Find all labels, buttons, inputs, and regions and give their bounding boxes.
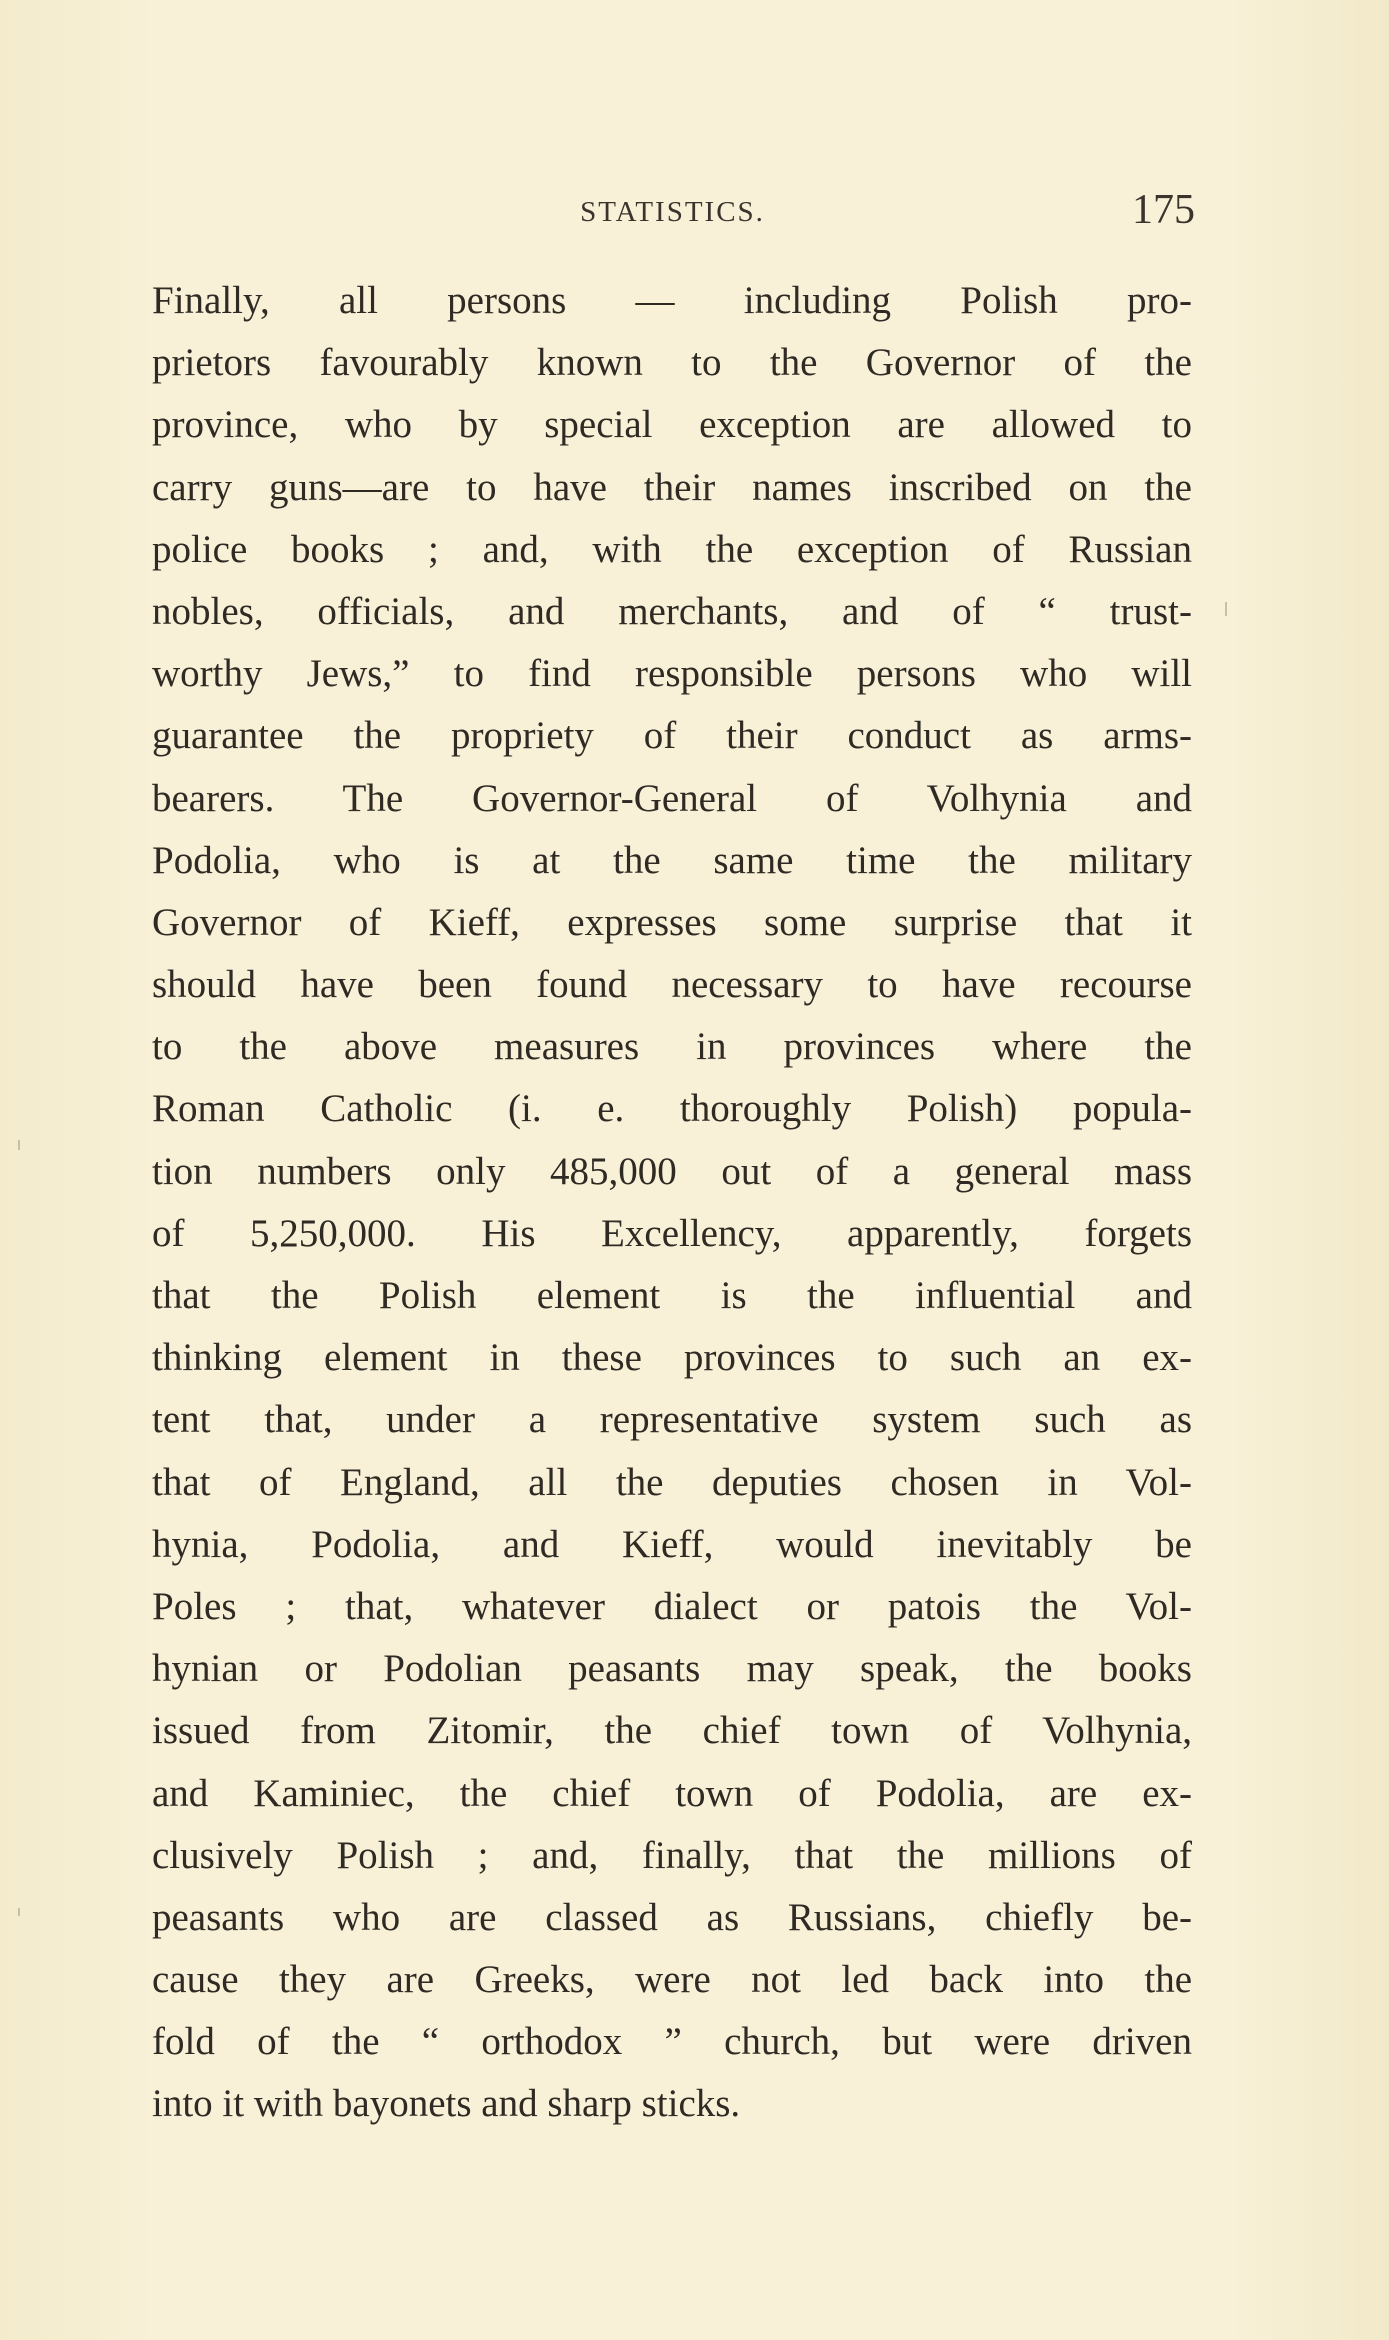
text-line: carry guns—are to have their names inscribed on the [152, 465, 1192, 509]
paper-speck [18, 1140, 20, 1150]
text-line: bearers. The Governor-General of Volhynia and [152, 776, 1192, 820]
text-line: thinking element in these provinces to such an ex- [152, 1336, 1192, 1380]
text-line: police books ; and, with the exception of Russian [152, 527, 1192, 571]
text-line: of 5,250,000. His Excellency, apparently, forgets [152, 1211, 1192, 1255]
text-line: that of England, all the deputies chosen in Vol- [152, 1460, 1192, 1504]
text-line: clusively Polish ; and, finally, that the millions of [152, 1833, 1192, 1877]
running-head [150, 186, 1195, 238]
text-line: Roman Catholic (i. e. thoroughly Polish) popula- [152, 1087, 1192, 1131]
text-line: Podolia, who is at the same time the military [152, 838, 1192, 882]
body-paragraph [152, 270, 1192, 2136]
text-line: that the Polish element is the influential and [152, 1274, 1192, 1317]
page-number: 175 [1132, 187, 1195, 233]
text-line: to the above measures in provinces where the [152, 1025, 1192, 1069]
text-line: guarantee the propriety of their conduct as arms- [152, 714, 1192, 758]
text-line: Poles ; that, whatever dialect or patois the Vol- [152, 1584, 1192, 1628]
text-line: peasants who are classed as Russians, chiefly be- [152, 1895, 1192, 1939]
text-line: should have been found necessary to have recourse [152, 963, 1192, 1007]
text-line: tent that, under a representative system such as [152, 1398, 1192, 1442]
text-line: Finally, all persons — including Polish pro- [152, 279, 1192, 322]
paper-speck [18, 1908, 20, 1916]
text-line: fold of the “ orthodox ” church, but were driven [152, 2020, 1192, 2064]
text-line: tion numbers only 485,000 out of a general mass [152, 1149, 1192, 1193]
text-line: and Kaminiec, the chief town of Podolia, are ex- [152, 1771, 1192, 1815]
text-line: issued from Zitomir, the chief town of Volhynia, [152, 1709, 1192, 1753]
paper-speck [1225, 602, 1227, 616]
text-line: worthy Jews,” to find responsible persons who will [152, 652, 1192, 696]
text-line: nobles, officials, and merchants, and of “ trust- [152, 589, 1192, 633]
text-line: hynian or Podolian peasants may speak, the books [152, 1647, 1192, 1691]
text-line: province, who by special exception are allowed to [152, 403, 1192, 447]
running-head-title: STATISTICS. [580, 196, 765, 228]
text-line: hynia, Podolia, and Kieff, would inevitably be [152, 1522, 1192, 1566]
text-line: Governor of Kieff, expresses some surprise that it [152, 900, 1192, 944]
text-line: prietors favourably known to the Governor of the [152, 341, 1192, 385]
text-line: cause they are Greeks, were not led back into the [152, 1958, 1192, 2002]
text-line: into it with bayonets and sharp sticks. [152, 2082, 741, 2126]
